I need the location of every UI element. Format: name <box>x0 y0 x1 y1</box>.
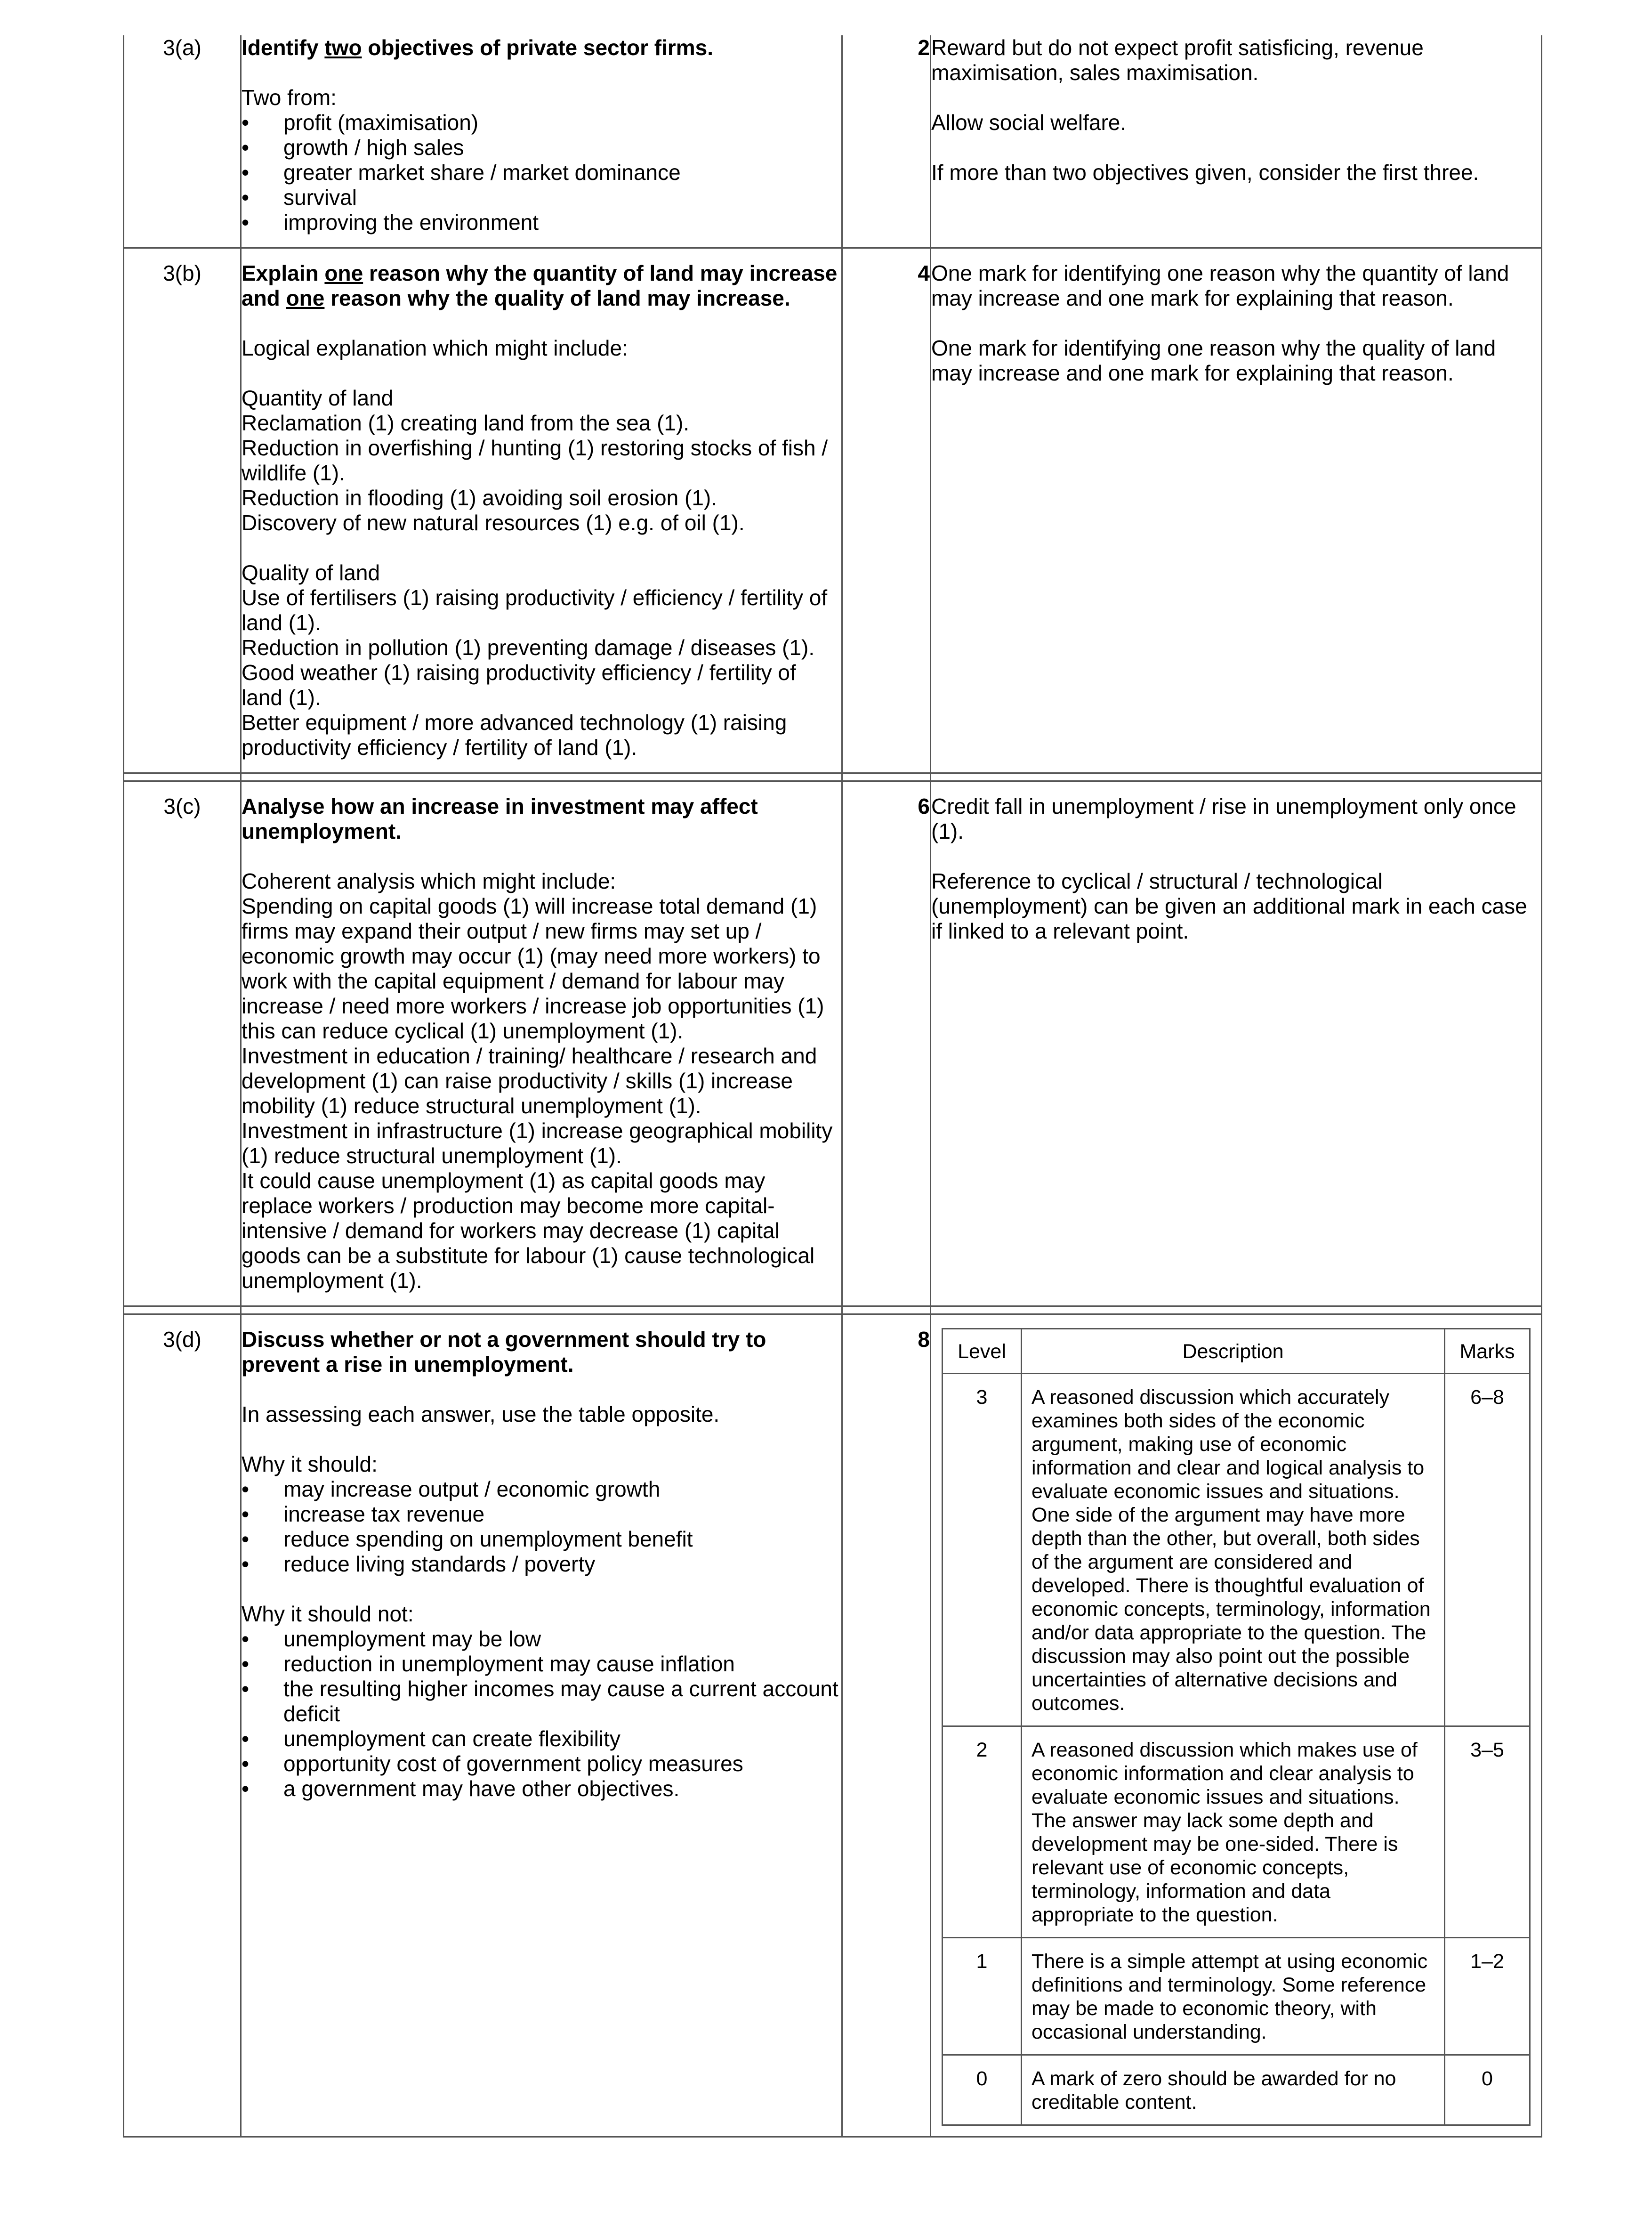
question-number: 3(a) <box>124 35 241 248</box>
list-item: • improving the environment <box>242 210 841 235</box>
should-bullets <box>242 1477 841 1577</box>
marks-value: 4 <box>842 248 931 773</box>
question-number: 3(c) <box>124 781 241 1306</box>
question-number: 3(d) <box>124 1314 241 2137</box>
list-item: • may increase output / economic growth <box>242 1477 841 1502</box>
answer-cell <box>241 35 842 248</box>
table-row <box>943 2055 1530 2125</box>
levels-header-description: Description <box>1022 1329 1445 1374</box>
guidance-text: Reward but do not expect profit satisficing, revenue maximisation, sales maximisation. <box>931 35 1424 85</box>
guidance-cell <box>931 35 1542 248</box>
answer-paragraph: It could cause unemployment (1) as capital goods may replace workers / production may become more capital-intensive / demand for workers may decrease (1) capital goods can be a substitute for labour (1) cause technological unemployment (1). <box>242 1168 815 1293</box>
answer-intro: Logical explanation which might include: <box>242 336 628 360</box>
answer-paragraph: Spending on capital goods (1) will increase total demand (1) firms may expand their output / new firms may set up / economic growth may occur (1) (may need more workers) to work with the capital equipment / demand for labour may increase / need more workers / increase job opportunities (1) this can reduce cyclical (1) unemployment (1). <box>242 894 824 1043</box>
question-text: Explain one reason why the quantity of land may increase and one reason why the quality of land may increase. <box>242 261 838 310</box>
level-marks: 6–8 <box>1445 1374 1530 1726</box>
list-item: • profit (maximisation) <box>242 110 841 135</box>
guidance-cell <box>931 1314 1542 2137</box>
question-row-3a <box>124 35 1542 248</box>
marks-value: 6 <box>842 781 931 1306</box>
level-marks: 3–5 <box>1445 1726 1530 1938</box>
guidance-text: If more than two objectives given, consider the first three. <box>931 160 1479 185</box>
list-item: • reduction in unemployment may cause inflation <box>242 1652 841 1676</box>
guidance-text: One mark for identifying one reason why the quantity of land may increase and one mark for explaining that reason. <box>931 261 1509 310</box>
levels-header-row <box>943 1329 1530 1374</box>
answer-paragraph: Investment in infrastructure (1) increase geographical mobility (1) reduce structural unemployment (1). <box>242 1118 833 1168</box>
question-row-3d <box>124 1314 1542 2137</box>
marks-value: 8 <box>842 1314 931 2137</box>
should-not-bullets <box>242 1627 841 1801</box>
answer-cell <box>241 781 842 1306</box>
guidance-cell <box>931 781 1542 1306</box>
answer-bullets <box>242 110 841 235</box>
answer-intro: In assessing each answer, use the table opposite. <box>242 1402 720 1426</box>
section-heading: Why it should not: <box>242 1602 414 1626</box>
guidance-cell <box>931 248 1542 773</box>
level-marks: 1–2 <box>1445 1938 1530 2055</box>
level-value: 0 <box>943 2055 1022 2125</box>
levels-header-level: Level <box>943 1329 1022 1374</box>
answer-cell <box>241 248 842 773</box>
answer-line: Discovery of new natural resources (1) e.g. of oil (1). <box>242 510 745 535</box>
level-value: 1 <box>943 1938 1022 2055</box>
list-item: • reduce spending on unemployment benefit <box>242 1527 841 1552</box>
answer-line: Reduction in pollution (1) preventing damage / diseases (1). <box>242 635 815 660</box>
list-item: • unemployment may be low <box>242 1627 841 1652</box>
table-row <box>943 1374 1530 1726</box>
mark-scheme-table <box>123 35 1542 2138</box>
guidance-text: Reference to cyclical / structural / technological (unemployment) can be given an additional mark in each case if linked to a relevant point. <box>931 869 1527 943</box>
answer-line: Use of fertilisers (1) raising productivity / efficiency / fertility of land (1). <box>242 585 828 635</box>
answer-line: Reclamation (1) creating land from the sea (1). <box>242 411 690 435</box>
levels-table <box>942 1328 1531 2126</box>
list-item: • greater market share / market dominance <box>242 160 841 185</box>
table-row <box>943 1726 1530 1938</box>
question-row-3c <box>124 781 1542 1306</box>
question-text: Discuss whether or not a government should try to prevent a rise in unemployment. <box>242 1327 766 1377</box>
levels-header-marks: Marks <box>1445 1329 1530 1374</box>
answer-line: Good weather (1) raising productivity efficiency / fertility of land (1). <box>242 660 796 710</box>
section-heading: Quantity of land <box>242 386 394 410</box>
question-text: Identify two objectives of private sector firms. <box>242 35 714 60</box>
question-number: 3(b) <box>124 248 241 773</box>
answer-line: Reduction in overfishing / hunting (1) restoring stocks of fish / wildlife (1). <box>242 436 828 485</box>
table-row <box>943 1938 1530 2055</box>
section-heading: Quality of land <box>242 560 380 585</box>
list-item: • growth / high sales <box>242 135 841 160</box>
guidance-text: Credit fall in unemployment / rise in unemployment only once (1). <box>931 794 1516 843</box>
list-item: • opportunity cost of government policy measures <box>242 1751 841 1776</box>
level-value: 3 <box>943 1374 1022 1726</box>
list-item: • a government may have other objectives. <box>242 1776 841 1801</box>
answer-cell <box>241 1314 842 2137</box>
section-heading: Why it should: <box>242 1452 378 1476</box>
question-text: Analyse how an increase in investment may affect unemployment. <box>242 794 758 843</box>
list-item: • survival <box>242 185 841 210</box>
marks-value: 2 <box>842 35 931 248</box>
list-item: • the resulting higher incomes may cause a current account deficit <box>242 1676 841 1726</box>
level-description: A reasoned discussion which accurately examines both sides of the economic argument, making use of economic information and clear and logical analysis to evaluate economic issues and situations. One side of the argument may have more depth than the other, but overall, both sides of the argument are considered and developed. There is thoughtful evaluation of economic concepts, terminology, information and/or data appropriate to the question. The discussion may also point out the possible uncertainties of alternative decisions and outcomes. <box>1022 1374 1445 1726</box>
list-item: • increase tax revenue <box>242 1502 841 1527</box>
row-separator <box>124 773 1542 781</box>
mark-scheme-page <box>123 35 1542 2138</box>
guidance-text: Allow social welfare. <box>931 110 1127 135</box>
answer-line: Better equipment / more advanced technology (1) raising productivity efficiency / fertility of land (1). <box>242 710 787 760</box>
level-value: 2 <box>943 1726 1022 1938</box>
list-item: • unemployment can create flexibility <box>242 1726 841 1751</box>
level-description: There is a simple attempt at using economic definitions and terminology. Some reference may be made to economic theory, with occasional understanding. <box>1022 1938 1445 2055</box>
level-description: A mark of zero should be awarded for no creditable content. <box>1022 2055 1445 2125</box>
answer-intro: Coherent analysis which might include: <box>242 869 616 893</box>
row-separator <box>124 1306 1542 1314</box>
answer-intro: Two from: <box>242 85 337 110</box>
answer-line: Reduction in flooding (1) avoiding soil erosion (1). <box>242 486 717 510</box>
guidance-text: One mark for identifying one reason why the quality of land may increase and one mark for explaining that reason. <box>931 336 1496 385</box>
answer-paragraph: Investment in education / training/ healthcare / research and development (1) can raise productivity / skills (1) increase mobility (1) reduce structural unemployment (1). <box>242 1044 817 1118</box>
level-marks: 0 <box>1445 2055 1530 2125</box>
list-item: • reduce living standards / poverty <box>242 1552 841 1577</box>
question-row-3b <box>124 248 1542 773</box>
level-description: A reasoned discussion which makes use of economic information and clear analysis to evaluate economic issues and situations. The answer may lack some depth and development may be one-sided. There is relevant use of economic concepts, terminology, information and data appropriate to the question. <box>1022 1726 1445 1938</box>
